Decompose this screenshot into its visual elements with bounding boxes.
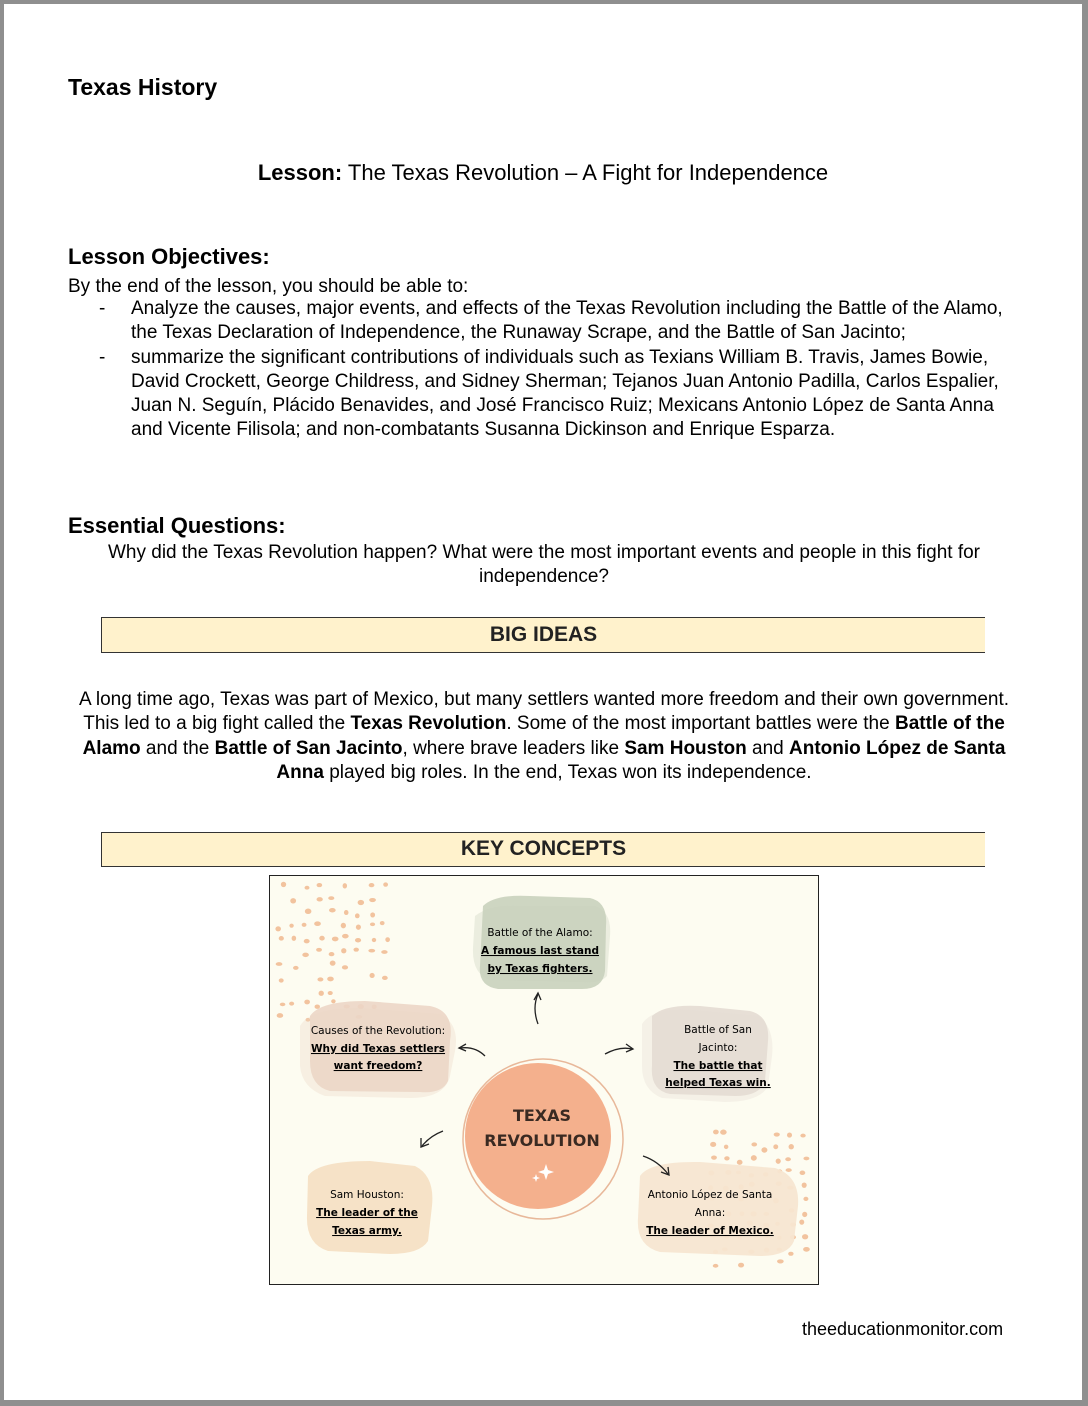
decorative-dot (802, 1182, 807, 1187)
decorative-dot (328, 991, 333, 995)
decorative-dot (713, 1264, 719, 1268)
decorative-dot (789, 1144, 794, 1149)
decorative-dot (774, 1132, 780, 1136)
decorative-dot (369, 883, 375, 887)
decorative-dot (302, 953, 309, 958)
lesson-label: Lesson: (257, 160, 343, 185)
center-line-2: REVOLUTION (484, 1131, 600, 1150)
decorative-dots (275, 882, 390, 1022)
decorative-dot (289, 1002, 294, 1006)
decorative-dot (319, 991, 324, 996)
decorative-dot (803, 1157, 809, 1161)
decorative-dot (370, 912, 375, 917)
lesson-title: The Texas Revolution – A Fight for Independence (347, 160, 829, 185)
node-sam-houston (307, 1161, 432, 1254)
decorative-dot (751, 1142, 757, 1146)
decorative-dot (332, 937, 339, 942)
document-title: Texas History (68, 74, 218, 100)
decorative-dot (290, 898, 296, 903)
houston-title: Sam Houston: (330, 1189, 404, 1201)
decorative-dot (724, 1156, 729, 1160)
decorative-dot (316, 948, 322, 952)
decorative-dot (292, 936, 297, 941)
sa-title-2: Anna: (694, 1207, 726, 1219)
big-ideas-text-run: and (746, 737, 790, 759)
decorative-dot (372, 938, 376, 942)
decorative-dot (343, 883, 347, 888)
decorative-dot (802, 1234, 808, 1239)
decorative-dot (341, 923, 346, 929)
decorative-dot (799, 1219, 804, 1224)
node-santa-anna (638, 1162, 798, 1256)
decorative-dot (319, 936, 324, 941)
decorative-dot (803, 1197, 808, 1201)
decorative-dot (353, 948, 358, 952)
decorative-dot (277, 1013, 284, 1018)
center-texas-revolution (463, 1059, 623, 1219)
decorative-dot (773, 1144, 778, 1149)
decorative-dot (344, 910, 349, 915)
decorative-dot (279, 936, 284, 941)
decorative-dot (304, 939, 310, 943)
decorative-dot (776, 1159, 781, 1164)
decorative-dot (803, 1247, 810, 1252)
big-ideas-text-run: and the (140, 737, 215, 759)
decorative-dot (785, 1157, 791, 1161)
decorative-dot (370, 922, 375, 926)
alamo-desc-1: A famous last stand (481, 945, 599, 957)
causes-desc-1: Why did Texas settlers (310, 1043, 446, 1055)
decorative-dot (328, 896, 334, 900)
decorative-dot (342, 934, 349, 939)
decorative-dot (358, 900, 365, 905)
decorative-dot (737, 1160, 743, 1165)
decorative-dot (761, 1147, 767, 1152)
decorative-dot (329, 952, 335, 956)
big-ideas-text-run: , where brave leaders like (402, 737, 625, 759)
decorative-dot (382, 976, 388, 980)
big-ideas-banner: BIG IDEAS (101, 617, 985, 653)
decorative-dot (787, 1132, 792, 1137)
decorative-dot (305, 886, 310, 890)
decorative-dot (342, 965, 348, 969)
decorative-dot (738, 1263, 744, 1268)
big-ideas-bold-term: Battle of the Alamo (82, 713, 1005, 759)
decorative-dot (355, 913, 360, 918)
decorative-dot (275, 926, 281, 931)
decorative-dot (369, 898, 376, 902)
questions-text: Why did the Texas Revolution happen? What were the most important events and people in this fight for independence? (107, 542, 981, 588)
decorative-dot (355, 938, 361, 943)
decorative-dot (381, 950, 387, 954)
concept-map (269, 875, 819, 1285)
sj-title-1: Battle of San (684, 1024, 752, 1036)
decorative-dot (800, 1134, 805, 1138)
decorative-dot (777, 1259, 784, 1263)
center-line-1: TEXAS (512, 1106, 572, 1125)
decorative-dot (369, 973, 374, 978)
decorative-dot (331, 999, 335, 1003)
objectives-list (68, 297, 1028, 443)
big-ideas-text (68, 688, 1020, 785)
big-ideas-bold-term: Texas Revolution (350, 713, 507, 735)
decorative-dot (317, 883, 323, 887)
objective-item: - summarize the significant contributions of individuals such as Texians William B. Travis, James Bowie, David Crockett, George Childress, and Sidney Sherman; Tejanos Juan Antonio Padilla, Carlos Espalier, Juan N. Seguín, Plácido Benavides, and José Francisco Ruiz; Mexicans Antonio López de Santa Anna and Vicente Filisola; and non-combatants Susanna Dickinson and Enrique Esparza. (99, 346, 999, 441)
sa-desc-1: The leader of Mexico. (646, 1225, 774, 1237)
key-concepts-banner: KEY CONCEPTS (101, 832, 985, 867)
decorative-dot (280, 1003, 286, 1007)
decorative-dot (788, 1252, 793, 1256)
objective-item: - Analyze the causes, major events, and effects of the Texas Revolution including the Battle of the Alamo, the Texas Declaration of Independence, the Runaway Scrape, and the Battle of San Jacinto; (99, 298, 1003, 344)
decorative-dot (315, 1004, 320, 1008)
houston-desc-2: Texas army. (332, 1225, 402, 1237)
objectives-intro: By the end of the lesson, you should be able to: (68, 276, 469, 297)
node-san-jacinto (642, 1006, 772, 1102)
decorative-dot (368, 949, 375, 953)
causes-desc-2: want freedom? (333, 1060, 423, 1072)
alamo-title: Battle of the Alamo: (487, 927, 593, 939)
decorative-dot (302, 923, 307, 927)
big-ideas-text-run: played big roles. In the end, Texas won its independence. (323, 761, 812, 783)
houston-desc-1: The leader of the (316, 1207, 418, 1219)
decorative-dot (786, 1168, 792, 1172)
decorative-dot (720, 1130, 727, 1135)
decorative-dot (317, 977, 323, 981)
big-ideas-bold-term: Battle of San Jacinto (214, 737, 403, 759)
lesson-heading (4, 160, 1082, 186)
decorative-dot (317, 897, 323, 901)
decorative-dot (293, 966, 299, 970)
decorative-dot (724, 1145, 728, 1149)
decorative-dot (711, 1156, 717, 1160)
sj-title-2: Jacinto: (698, 1042, 738, 1054)
concept-map-graphic (270, 876, 817, 1283)
decorative-dot (341, 948, 346, 953)
decorative-dot (304, 1000, 310, 1005)
decorative-dot (327, 977, 334, 982)
decorative-dot (305, 909, 312, 915)
sa-title-1: Antonio López de Santa (647, 1189, 773, 1201)
objectives-heading: Lesson Objectives: (68, 244, 270, 269)
decorative-dot (289, 924, 293, 928)
big-ideas-text-run: A long time ago, Texas was part of Mexico, but many settlers wanted more freedom and their own government. This led to a big fight called the (78, 689, 1010, 735)
decorative-dot (329, 908, 336, 912)
decorative-dot (802, 1212, 807, 1217)
decorative-dot (276, 962, 283, 966)
decorative-dot (713, 1130, 719, 1135)
decorative-dot (710, 1142, 716, 1147)
decorative-dot (356, 924, 361, 929)
decorative-dot (751, 1155, 757, 1161)
decorative-dot (380, 921, 385, 925)
document-page (4, 4, 1082, 1400)
footer-site: theeducationmonitor.com (802, 1319, 1004, 1339)
causes-title: Causes of the Revolution: (310, 1025, 446, 1037)
sj-desc-1: The battle that (673, 1060, 763, 1072)
decorative-dot (383, 882, 388, 886)
node-battle-of-alamo (473, 896, 610, 989)
big-ideas-bold-term: Antonio López de Santa Anna (276, 737, 1006, 783)
big-ideas-bold-term: Sam Houston (624, 737, 747, 759)
node-causes (300, 1001, 456, 1098)
sj-desc-2: helped Texas win. (665, 1077, 771, 1089)
decorative-dot (800, 1171, 806, 1176)
decorative-dot (314, 921, 321, 926)
decorative-dot (279, 978, 284, 982)
questions-heading: Essential Questions: (68, 513, 286, 538)
decorative-dot (281, 882, 286, 887)
decorative-dot (330, 960, 336, 965)
alamo-desc-2: by Texas fighters. (487, 963, 593, 975)
decorative-dot (385, 937, 390, 942)
big-ideas-text-run: . Some of the most important battles were the (506, 713, 895, 735)
